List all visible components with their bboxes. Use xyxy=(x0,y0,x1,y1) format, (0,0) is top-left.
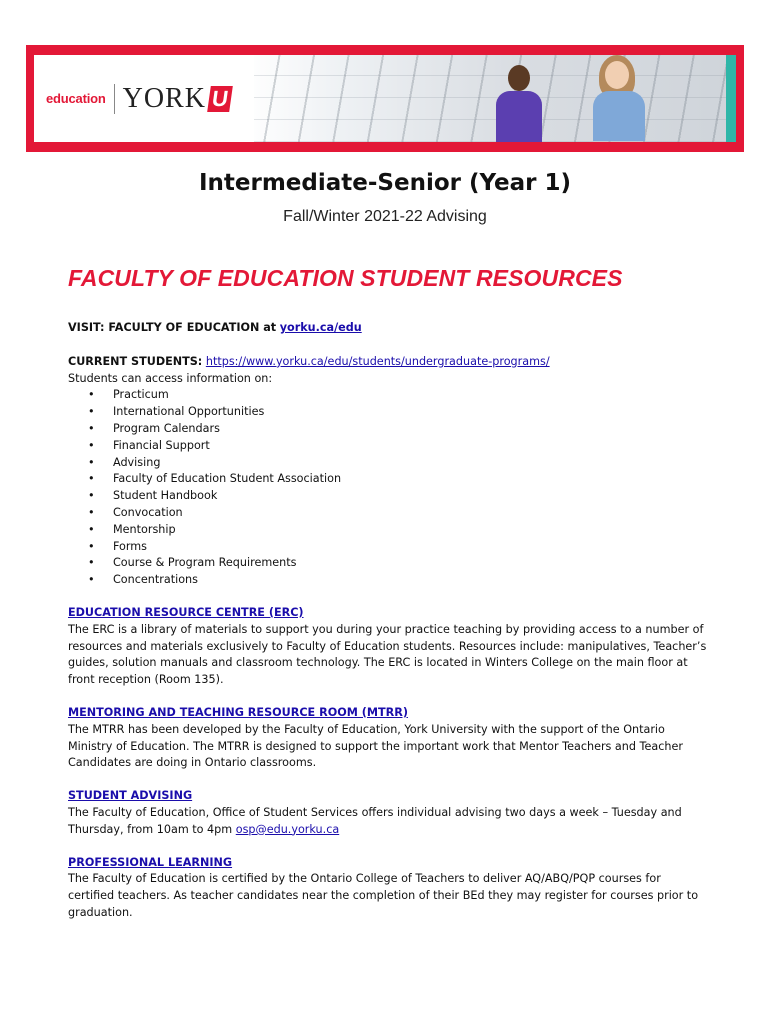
list-item: • Program Calendars xyxy=(68,421,708,438)
advising-body: The Faculty of Education, Office of Student Services offers individual advising two days a week – Tuesday and Thursday, from 10am to 4pm xyxy=(68,805,682,836)
erc-title-link[interactable]: EDUCATION RESOURCE CENTRE (ERC) xyxy=(68,605,304,619)
list-item: • Practicum xyxy=(68,387,708,404)
visit-link[interactable]: yorku.ca/edu xyxy=(279,321,362,334)
visit-line xyxy=(68,320,708,337)
current-students-link[interactable]: https://www.yorku.ca/edu/students/undergraduate-programs/ xyxy=(205,354,550,368)
list-item: • Advising xyxy=(68,455,708,472)
banner-photo-student-female xyxy=(589,55,649,142)
access-intro: Students can access information on: xyxy=(68,371,273,385)
header-banner xyxy=(26,45,744,152)
banner-inner xyxy=(34,55,736,142)
advising-body-wrap xyxy=(68,805,708,839)
learning-section xyxy=(68,855,708,922)
visit-label: VISIT: FACULTY OF EDUCATION at xyxy=(68,321,277,334)
page-subtitle: Fall/Winter 2021-22 Advising xyxy=(283,208,487,225)
learning-title-link[interactable]: PROFESSIONAL LEARNING xyxy=(68,855,233,869)
logo-divider xyxy=(114,84,115,114)
list-item: • International Opportunities xyxy=(68,404,708,421)
list-item: • Mentorship xyxy=(68,522,708,539)
mtrr-section xyxy=(68,705,708,772)
banner-photo-student-male xyxy=(494,65,544,142)
logo-york-text: YORK xyxy=(122,82,206,114)
banner-photo-windows xyxy=(244,55,736,142)
learning-body: The Faculty of Education is certified by the Ontario College of Teachers to deliver AQ/ABQ/PQP courses for certified teachers. As teacher candidates near the completion of their BEd they may register for courses prior to graduation. xyxy=(68,872,699,919)
advising-section xyxy=(68,788,708,838)
main-content xyxy=(68,320,708,922)
section-heading: FACULTY OF EDUCATION STUDENT RESOURCES xyxy=(68,265,623,291)
current-students-line xyxy=(68,354,708,371)
mtrr-body: The MTRR has been developed by the Faculty of Education, York University with the support of the Ontario Ministry of Education. The MTRR is designed to support the important work that Mentor Teachers and Teacher Candidates are doing in Ontario classrooms. xyxy=(68,722,683,770)
list-item: • Financial Support xyxy=(68,438,708,455)
advising-title-link[interactable]: STUDENT ADVISING xyxy=(68,789,193,803)
mtrr-title-link[interactable]: MENTORING AND TEACHING RESOURCE ROOM (MTRR) xyxy=(68,705,408,719)
resources-list xyxy=(68,387,708,589)
erc-section xyxy=(68,605,708,689)
list-item: • Student Handbook xyxy=(68,488,708,505)
list-item: • Forms xyxy=(68,539,708,556)
banner-photo xyxy=(244,55,736,142)
logo-education-text: education xyxy=(46,91,106,106)
list-item: • Faculty of Education Student Association xyxy=(68,471,708,488)
banner-accent-strip xyxy=(726,55,736,142)
page-title: Intermediate-Senior (Year 1) xyxy=(198,170,572,196)
list-item: • Course & Program Requirements xyxy=(68,555,708,572)
erc-body: The ERC is a library of materials to support you during your practice teaching by providing access to a number of resources and materials exclusively to Faculty of Education students. Resources include: manipulatives, Teacher’s guides, solution manuals and classroom technology. The ERC is located in Winters College on the main floor at front reception (Room 135). xyxy=(68,622,707,687)
current-students-label: CURRENT STUDENTS: xyxy=(68,354,203,368)
york-education-logo xyxy=(34,55,254,142)
advising-email-link[interactable]: osp@edu.yorku.ca xyxy=(235,822,340,836)
list-item: • Concentrations xyxy=(68,572,708,589)
list-item: • Convocation xyxy=(68,505,708,522)
logo-u-mark: U xyxy=(207,86,233,112)
